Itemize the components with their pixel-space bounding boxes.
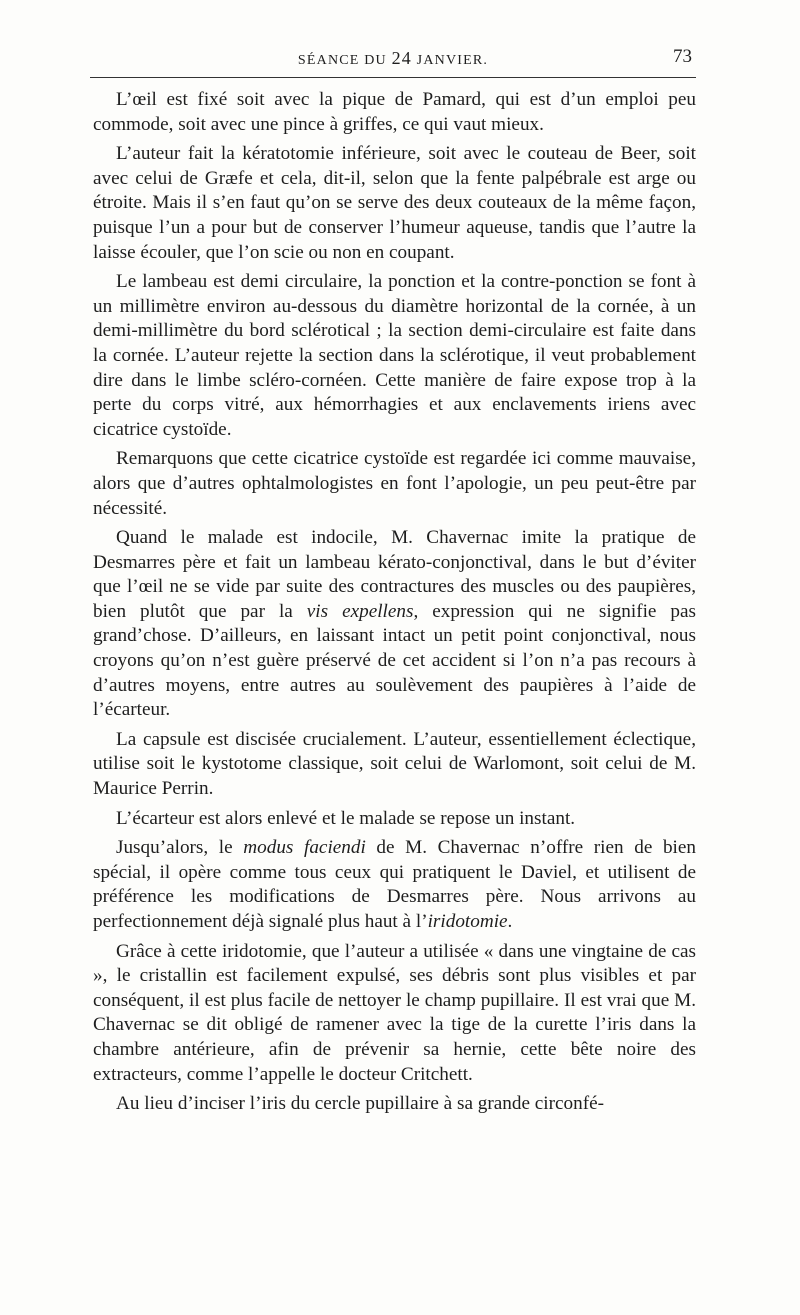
paragraph-text: Quand le malade est indocile, M. Chavernac imite la pratique de Desmarres père et fait un lambeau kérato-conjonctival, dans le but d’éviter que l’œil ne se vide par suite des contractures des muscles ou des paupières, bien plutôt que par la: [93, 527, 696, 622]
paragraph-text: , expression qui ne signifie pas grand’chose. D’ailleurs, en laissant intact un petit point conjonctival, nous croyons qu’on n’est guère préservé de cet accident si l’on n’a pas recours à d’autres moyens, entre autres au soulèvement des paupières à l’aide de l’écarteur.: [93, 600, 696, 721]
running-head: [90, 48, 696, 70]
page-number: 73: [673, 46, 692, 67]
paragraph: La capsule est discisée crucialement. L’auteur, essentiellement éclectique, utilise soit le kystotome classique, soit celui de Warlomont, soit celui de M. Maurice Perrin.: [93, 728, 696, 800]
paragraph-text: Jusqu’alors, le: [116, 837, 244, 859]
italic-term: vis expellens: [306, 600, 414, 622]
italic-term: modus faciendi: [243, 837, 366, 859]
running-title-prefix: SÉANCE DU: [297, 53, 392, 68]
paragraph: L’auteur fait la kératotomie inférieure, soit avec le couteau de Beer, soit avec celui de Græfe et cela, dit-il, selon que la fente palpébrale est arge ou étroite. Mais il s’en faut qu’on se serve des deux couteaux de la même façon, puisque l’un a pour but de conserver l’humeur aqueuse, tandis que l’autre la laisse écouler, que l’on scie ou non en coupant.: [93, 143, 696, 263]
paragraph: [93, 836, 696, 934]
running-title: [90, 48, 696, 69]
paragraph: Le lambeau est demi circulaire, la ponction et la contre-ponction se font à un millimètre environ au-dessous du diamètre horizontal de la cornée, à un demi-millimètre du bord sclérotical ; la section demi-circulaire est faite dans la cornée. L’auteur rejette la section dans la sclérotique, il veut probablement dire dans le limbe scléro-cornéen. Cette manière de faire expose trop à la perte du corps vitré, aux hémorrhagies et aux enclavements iriens avec cicatrice cystoïde.: [93, 271, 696, 440]
running-title-date: 24: [391, 48, 412, 68]
header-rule: [90, 77, 696, 78]
paragraph: Remarquons que cette cicatrice cystoïde est regardée ici comme mauvaise, alors que d’autres ophtalmologistes en font l’apologie, un peu peut-être par nécessité.: [93, 448, 696, 519]
paragraph-text: de M. Chavernac n’offre rien de bien spécial, il opère comme tous ceux qui pratiquent le Daviel, et utilisent de préférence les modifications de Desmarres père. Nous arrivons au perfectionnement déjà signalé plus haut à l’: [93, 837, 696, 932]
paragraph: Grâce à cette iridotomie, que l’auteur a utilisée « dans une vingtaine de cas », le cristallin est facilement expulsé, ses débris sont plus visibles et par conséquent, il est plus facile de nettoyer le champ pupillaire. Il est vrai que M. Chavernac se dit obligé de ramener avec la tige de la curette l’iris dans la chambre antérieure, afin de prévenir sa hernie, cette bête noire des extracteurs, comme l’appelle le docteur Critchett.: [93, 940, 696, 1085]
paragraph: L’écarteur est alors enlevé et le malade se repose un instant.: [116, 807, 576, 829]
italic-term: iridotomie: [427, 911, 508, 932]
paragraph: [93, 526, 696, 723]
paragraph-text: .: [507, 911, 513, 932]
body-text: [93, 88, 696, 1122]
running-title-suffix: JANVIER.: [411, 53, 489, 68]
paragraph: L’œil est fixé soit avec la pique de Pamard, qui est d’un emploi peu commode, soit avec une pince à griffes, ce qui vaut mieux.: [93, 89, 696, 135]
paragraph: Au lieu d’inciser l’iris du cercle pupillaire à sa grande circonfé-: [116, 1093, 604, 1115]
